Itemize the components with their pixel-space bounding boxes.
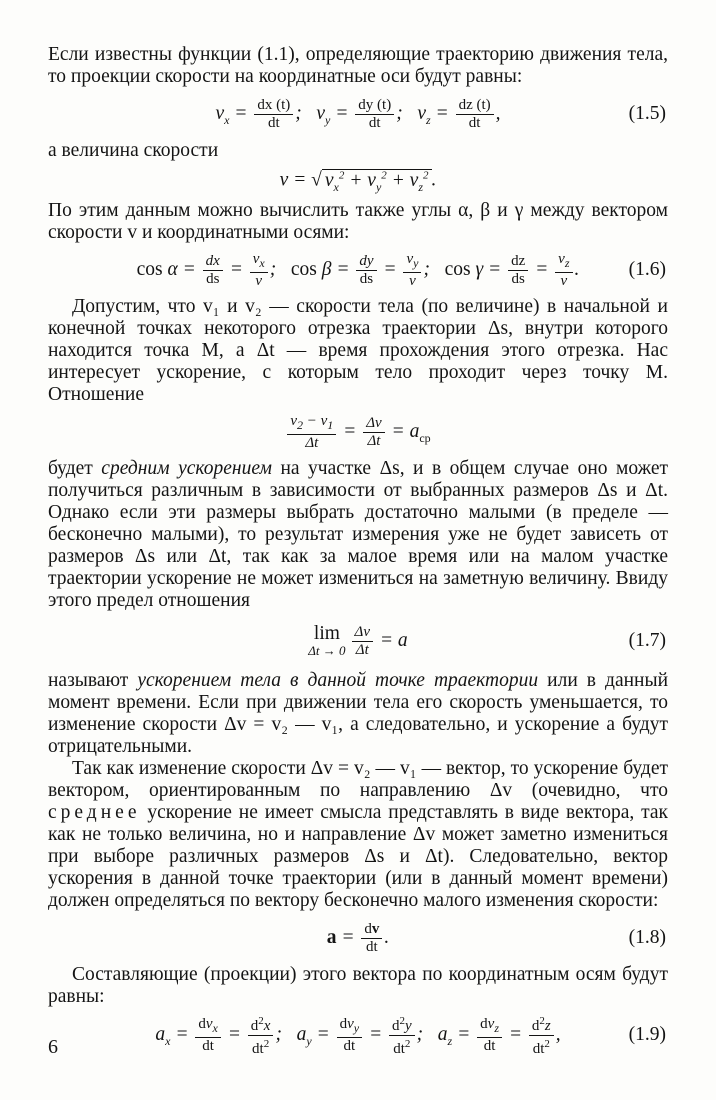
equation-number: (1.8) xyxy=(628,927,666,948)
paragraph-speed: а величина скорости xyxy=(48,140,219,161)
page-body xyxy=(48,44,668,1062)
paragraph-intro: Если известны функции (1.1), определяющие траекторию движения тела, то проекции скорости на координатные оси будут равны: xyxy=(48,44,668,87)
equation-number: (1.6) xyxy=(628,259,666,280)
equation-1-5: $v_x$ = $\frac{dx (t)}{dt}$ ; $v_y$ = $\frac{dy (t)}{dt}$ ; $v_z$ = $\frac{dz (t)}{dt}$ , (1.5) xyxy=(215,96,666,131)
equation-average-acceleration: $\frac{v_2 - v_1}{\Delta t}$ = $\frac{\Delta v}{\Delta t}$ = $a_{cp}$ xyxy=(48,410,668,454)
equation-number: (1.5) xyxy=(628,103,666,124)
page-number: 6 xyxy=(48,1036,58,1058)
paragraph-instant: называют ускорением тела в данной точке траектории или в данный момент времени. Если при движении тела его скорость уменьшается, то изменение скорости Δv = v₂ — v₁, а следовательно, и ускорение a будут отрицательными. xyxy=(48,670,669,757)
equation-1-7: lim Δt → 0 $\frac{\Delta v}{\Delta t}$ = a (1.7) xyxy=(308,623,666,658)
paragraph-angles: По этим данным можно вычислить также углы α, β и γ между вектором скорости v и координатными осями: xyxy=(48,200,668,243)
equation-number: (1.9) xyxy=(628,1024,666,1045)
equation-1-9: $a_x$ = $\frac{dv_x}{dt}$ = $\frac{d^2x}{dt^2}$ ; $a_y$ = $\frac{dv_y}{dt}$ = $\frac{d^2y}{dt^2}$ ; $a_z$ = $\frac{dv_z}{dt}$ = $\frac{d^2z}{dt^2}$ , (1.9) xyxy=(155,1014,666,1057)
equation-number: (1.7) xyxy=(628,630,666,651)
paragraph-components: Составляющие (проекции) этого вектора по координатным осям будут равны: xyxy=(48,964,668,1007)
equation-1-6: cos α = $\frac{dx}{ds}$ = $\frac{v_x}{v}$ ; cos β = $\frac{dy}{ds}$ = $\frac{v_y}{v}$ ; cos γ = $\frac{dz}{ds}$ = $\frac{v_z}{v}$ . (1.6) xyxy=(136,250,666,289)
equation-1-8: a = $\frac{dv}{dt}$ . (1.8) xyxy=(326,920,666,955)
equation-speed: v = √ $v_x^2 + v_y^2 + v_z^2$ . xyxy=(279,169,437,194)
paragraph-vector: Так как изменение скорости Δv = v₂ — v₁ — вектор, то ускорение будет вектором, ориентированным по направлению Δv (очевидно, что среднее ускорение не имеет смысла представлять в виде вектора, так как не только величина, но и направление Δv может заметно измениться при выборе различных размеров Δs и Δt). Следовательно, вектор ускорения в данной точке траектории (или в данный момент времени) должен определяться по вектору бесконечно малого изменения скорости: xyxy=(48,758,668,911)
paragraph-average: будет средним ускорением на участке Δs, и в общем случае оно может получиться различным в зависимости от выбранных размеров Δs и Δt. Однако если эти размеры выбрать достаточно малыми (в пределе — бесконечно малыми), то результат измерения уже не будет зависеть от размеров Δs или Δt, так как за малое время или на малом участке траектории ускорение не может измениться на заметную величину. Ввиду этого предел отношения xyxy=(48,458,668,611)
paragraph-suppose: Допустим, что v₁ и v₂ — скорости тела (по величине) в начальной и конечной точках некоторого отрезка траектории Δs, внутри которого находится точка M, а Δt — время прохождения этого отрезка. Нас интересует ускорение, с которым тело проходит через точку M. Отношение xyxy=(48,296,668,405)
